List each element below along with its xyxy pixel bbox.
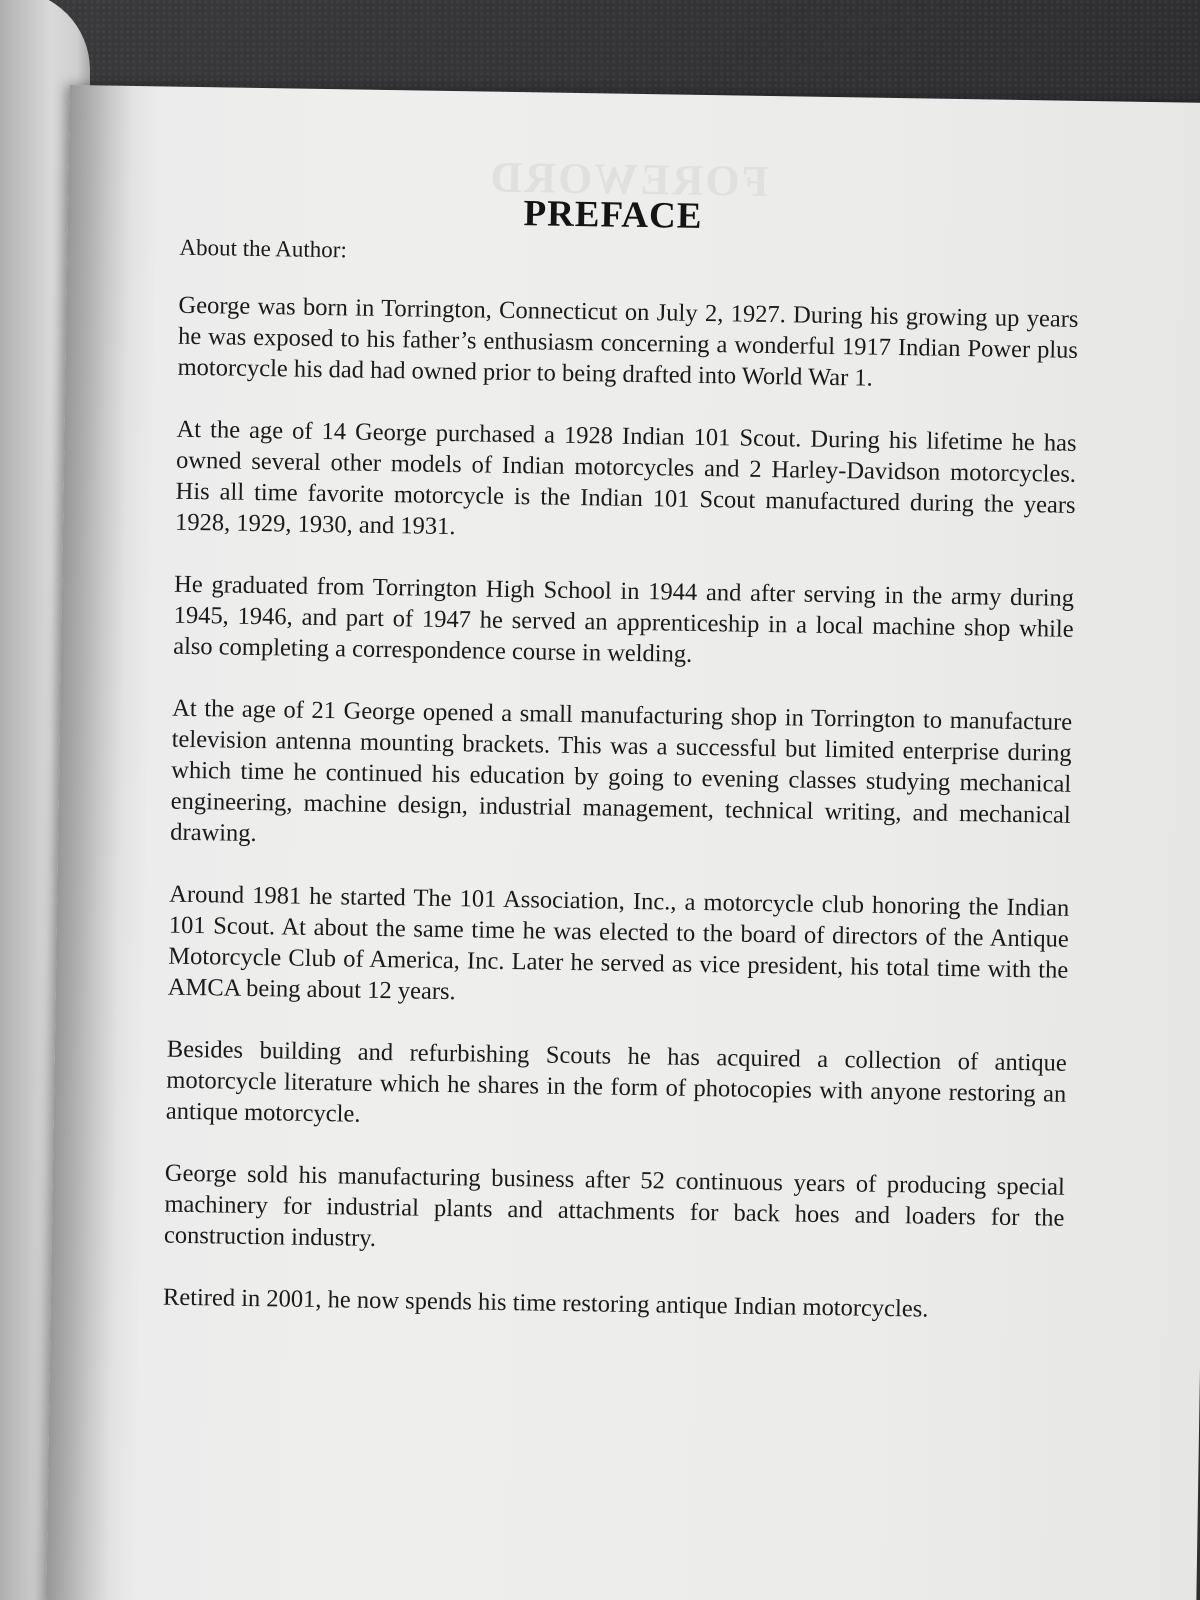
- paragraph-education: He graduated from Torrington High School in 1944 and after serving in the army during 1945, 1946, and part of 1947 he served an apprenticeship in a local machine shop while also completing a correspondence course in welding.: [172, 570, 1075, 668]
- paragraph-association: Around 1981 he started The 101 Association, Inc., a motorcycle club honoring the Indian 101 Scout. At about the same time he was elected to the board of directors of the Antique Motorcycle Club of America, Inc. Later he served as vice president, his total time with the AMCA being about 12 years.: [167, 880, 1070, 1006]
- paragraph-first-scout: At the age of 14 George purchased a 1928 Indian 101 Scout. During his lifetime he has owned several other models of Indian motorcycles and 2 Harley-Davidson motorcycles. His all time favorite motorcycle is the Indian 101 Scout manufactured during the years 1928, 1929, 1930, and 1931.: [174, 415, 1077, 541]
- paragraph-retirement: Retired in 2001, he now spends his time restoring antique Indian motorcycles.: [162, 1283, 929, 1323]
- section-subtitle: About the Author:: [179, 234, 348, 263]
- book-page: [46, 85, 1200, 1600]
- paragraph-business-sale: George sold his manufacturing business after 52 continuous years of producing special machinery for industrial plants and attachments for back hoes and loaders for the construction industry.: [163, 1159, 1066, 1252]
- paragraph-literature: Besides building and refurbishing Scouts he has acquired a collection of antique motorcycle literature which he shares in the form of photocopies with anyone restoring an antique motorcycle.: [165, 1035, 1067, 1128]
- paragraph-birth: George was born in Torrington, Connecticut on July 2, 1927. During his growing up years he was exposed to his father’s enthusiasm concerning a wonderful 1917 Indian Power plus motorcycle his dad had owned prior to being drafted into World War 1.: [177, 291, 1079, 392]
- page-title: PREFACE: [523, 193, 703, 237]
- show-through-text: FOREWORD: [488, 152, 769, 206]
- paragraph-manufacturing: At the age of 21 George opened a small manufacturing shop in Torrington to manufacture television antenna mounting brackets. This was a successful but limited enterprise during which time he continued his education by going to evening classes studying mechanical engineering, machine design, industrial management, technical writing, and mechanical drawing.: [170, 694, 1073, 848]
- page-body: [162, 232, 1079, 1358]
